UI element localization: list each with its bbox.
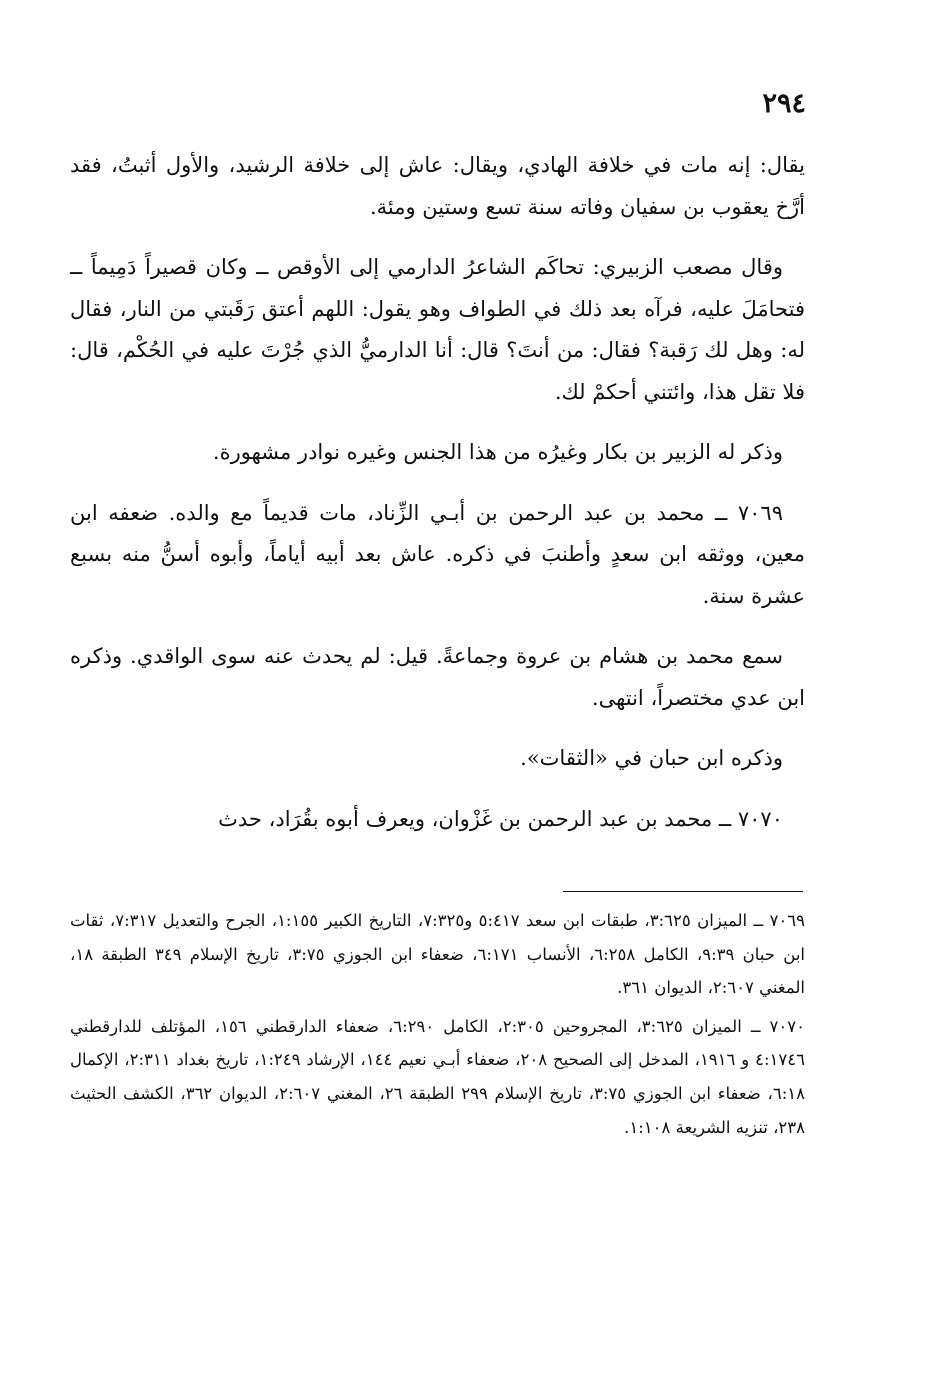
entry-7070: ٧٠٧٠ ــ محمد بن عبد الرحمن بن غَزْوان، ويعرف أبوه بقُرَاد، حدث: [218, 806, 783, 831]
main-text: [70, 145, 805, 859]
entry-7069: ٧٠٦٩ ــ محمد بن عبد الرحمن بن أبـي الزِّناد، مات قديماً مع والده. ضعفه ابن معين، ووثقه ابن سعدٍ وأطنبَ في ذكره. عاش بعد أبيه أياماً، وأبوه أسنُّ منه بسبع عشرة سنة.: [70, 500, 805, 608]
paragraph: وذكر له الزبير بن بكار وغيرُه من هذا الجنس وغيره نوادر مشهورة.: [212, 440, 783, 464]
footnote-7069: ٧٠٦٩ ــ الميزان ٣:٦٢٥، طبقات ابن سعد ٥:٤١٧ و٧:٣٢٥، التاريخ الكبير ١:١٥٥، الجرح والتعديل ٧:٣١٧، ثقات ابن حبان ٩:٣٩، الكامل ٦:٢٥٨، الأنساب ٦:١٧١، ضعفاء ابن الجوزي ٣:٧٥، تاريخ الإسلام ٣٤٩ الطبقة ١٨، المغني ٢:٦٠٧، الديوان ٣٦١.: [70, 911, 806, 998]
page-number: ٢٩٤: [762, 88, 806, 119]
footnotes: [70, 904, 805, 1149]
paragraph: سمع محمد بن هشام بن عروة وجماعةً. قيل: لم يحدث عنه سوى الواقدي. وذكره ابن عدي مختصراً، انتهى.: [70, 644, 805, 710]
footnote-7070: ٧٠٧٠ ــ الميزان ٣:٦٢٥، المجروحين ٢:٣٠٥، الكامل ٦:٢٩٠، ضعفاء الدارقطني ١٥٦، المؤتلف للدارقطني ٤:١٧٤٦ و ١٩١٦، المدخل إلى الصحيح ٢٠٨، ضعفاء أبـي نعيم ١٤٤، الإرشاد ١:٢٤٩، تاريخ بغداد ٢:٣١١، الإكمال ٦:١٨، ضعفاء ابن الجوزي ٣:٧٥، تاريخ الإسلام ٢٩٩ الطبقة ٢٦، المغني ٢:٦٠٧، الديوان ٣٦٢، الكشف الحثيث ٢٣٨، تنزيه الشريعة ١:١٠٨.: [70, 1016, 805, 1137]
paragraph: وقال مصعب الزبيري: تحاكَم الشاعرُ الدارمي إلى الأوقص ــ وكان قصيراً دَمِيماً ــ فتحامَلَ عليه، فرآه بعد ذلك في الطواف وهو يقول: اللهم أعتق رَقَبتي من النار، فقال له: وهل لك رَقبة؟ فقال: من أنتَ؟ قال: أنا الدارميُّ الذي جُرْتَ عليه في الحُكْم، قال: فلا تقل هذا، وائتني أحكمْ لك.: [70, 255, 805, 404]
paragraph: يقال: إنه مات في خلافة الهادي، ويقال: عاش إلى خلافة الرشيد، والأول أثبتُ، فقد أرَّخ يعقوب بن سفيان وفاته سنة تسع وستين ومئة.: [70, 153, 805, 219]
paragraph: وذكره ابن حبان في «الثقات».: [520, 746, 783, 770]
footnote-separator: [563, 891, 803, 892]
